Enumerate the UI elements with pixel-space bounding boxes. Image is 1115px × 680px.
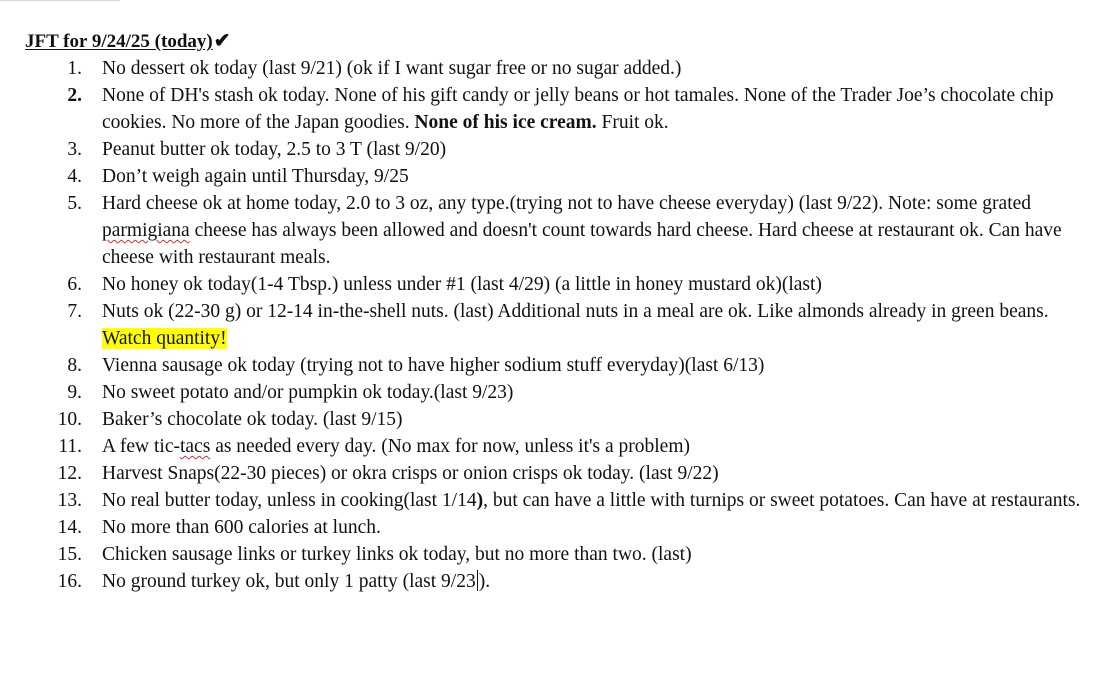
spellcheck-word: parmigiana [102,220,190,241]
list-item [0,163,1115,190]
item-text: None of DH's stash ok today. None of his gift candy or jelly beans or hot tamales. None of the Trader Joe’s chocolate chip cookies. No more of the Japan goodies. None of his ice cream. Fruit ok. [102,85,1054,133]
item-number: 15. [57,544,82,565]
list-item [0,541,1115,568]
item-number: 7. [67,301,82,322]
bold-text: ) [476,490,484,511]
text-cursor [477,570,478,591]
list-item [0,460,1115,487]
list-item [0,55,1115,82]
item-number: 5. [67,193,82,214]
item-number: 16. [57,571,82,592]
item-number: 9. [67,382,82,403]
item-number: 12. [57,463,82,484]
item-number: 10. [57,409,82,430]
list-item [0,190,1115,271]
item-text: Chicken sausage links or turkey links ok today, but no more than two. (last) [102,544,692,565]
list-item [0,514,1115,541]
item-text: No dessert ok today (last 9/21) (ok if I want sugar free or no sugar added.) [102,58,682,79]
list-item [0,298,1115,352]
item-number: 4. [67,166,82,187]
item-text: No more than 600 calories at lunch. [102,517,381,538]
item-text: Baker’s chocolate ok today. (last 9/15) [102,409,403,430]
item-number: 11. [58,436,82,457]
list-item [0,82,1115,136]
list-item [0,271,1115,298]
list-item [0,487,1115,514]
spellcheck-word: tacs [179,436,211,457]
item-number: 13. [57,490,82,511]
list-item [0,406,1115,433]
list-item [0,379,1115,406]
item-number: 6. [67,274,82,295]
highlighted-text: Watch quantity! [102,328,227,349]
heading-text: JFT for 9/24/25 (today) [25,31,213,52]
item-number: 1. [67,58,82,79]
food-rules-list [0,55,1115,595]
item-text: No honey ok today(1-4 Tbsp.) unless under #1 (last 4/29) (a little in honey mustard ok)(last) [102,274,822,295]
item-text: No ground turkey ok, but only 1 patty (last 9/23 ). [102,571,491,592]
item-text: No real butter today, unless in cooking(last 1/14), but can have a little with turnips or sweet potatoes. Can have at restaurants. [102,490,1081,511]
item-text: Peanut butter ok today, 2.5 to 3 T (last 9/20) [102,139,447,160]
check-mark-icon: ✔ [213,30,231,52]
item-number: 14. [57,517,82,538]
document-heading [25,28,230,55]
item-text: A few tic-tacs as needed every day. (No max for now, unless it's a problem) [102,436,690,457]
item-text: No sweet potato and/or pumpkin ok today.(last 9/23) [102,382,514,403]
list-item [0,136,1115,163]
bold-text: None of his ice cream. [414,112,597,133]
item-text: Harvest Snaps(22-30 pieces) or okra crisps or onion crisps ok today. (last 9/22) [102,463,719,484]
item-text: Vienna sausage ok today (trying not to have higher sodium stuff everyday)(last 6/13) [102,355,765,376]
list-item [0,352,1115,379]
item-number: 3. [67,139,82,160]
item-text: Hard cheese ok at home today, 2.0 to 3 oz, any type.(trying not to have cheese everyday) (last 9/22). Note: some grated parmigiana cheese has always been allowed and doesn't count towards hard cheese. Hard cheese at restaurant ok. Can have cheese with restaurant meals. [102,193,1062,268]
item-text: Don’t weigh again until Thursday, 9/25 [102,166,409,187]
list-item [0,433,1115,460]
list-item [0,568,1115,595]
item-text: Nuts ok (22-30 g) or 12-14 in-the-shell nuts. (last) Additional nuts in a meal are ok. Like almonds already in green beans. Watch quantity! [102,301,1049,349]
item-number: 2. [67,85,82,106]
item-number: 8. [67,355,82,376]
